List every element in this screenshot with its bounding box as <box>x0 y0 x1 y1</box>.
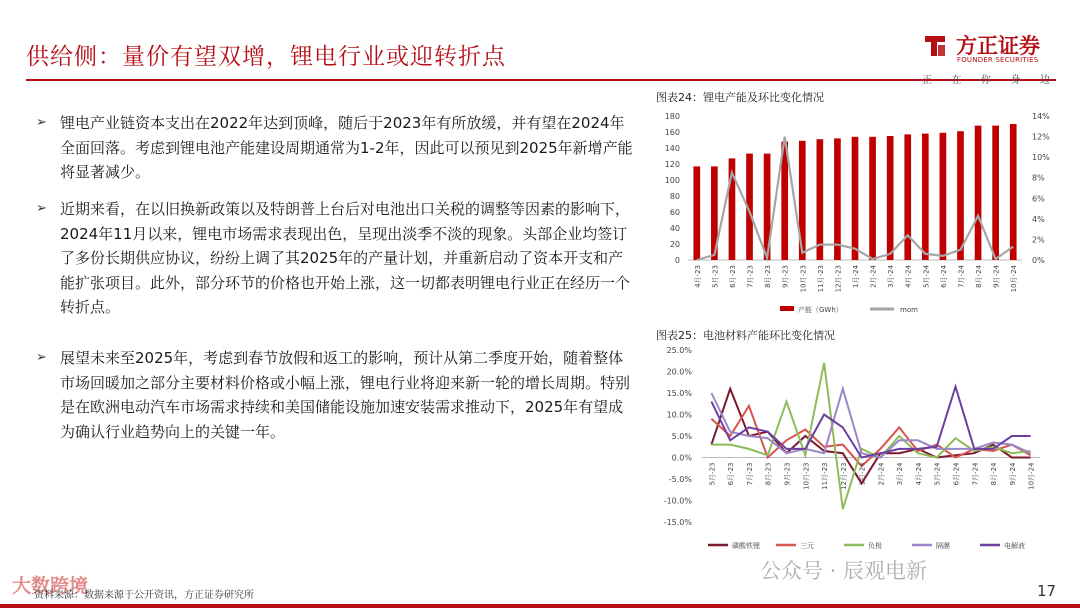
x-tick-label: 9月-24 <box>1008 462 1017 486</box>
arrow-bullet-icon: ➢ <box>36 201 47 216</box>
bullet-paragraph <box>36 197 638 320</box>
legend-label: 负极 <box>868 542 882 550</box>
bar <box>992 126 999 260</box>
y-tick-label: 40 <box>669 224 680 233</box>
y-tick-label: 15.0% <box>666 389 692 398</box>
y-tick-label: 180 <box>664 112 680 121</box>
y-tick-label: 20.0% <box>666 367 692 377</box>
arrow-bullet-icon: ➢ <box>36 115 47 130</box>
legend-label: 产能（GWh） <box>798 306 843 314</box>
x-tick-label: 6月-23 <box>728 265 737 288</box>
x-tick-label: 9月-23 <box>781 265 790 288</box>
y-right-tick-label: 14% <box>1032 112 1050 121</box>
x-tick-label: 5月-23 <box>708 462 717 486</box>
x-tick-label: 7月-24 <box>971 462 980 486</box>
bar <box>817 139 824 260</box>
source-note: 资料来源：数据来源于公开资讯，方正证券研究所 <box>34 590 254 601</box>
y-tick-label: -5.0% <box>668 475 692 484</box>
y-tick-label: 20 <box>669 240 680 249</box>
y-tick-label: 0 <box>674 256 680 265</box>
legend-label: 磷酸铁锂 <box>732 542 760 550</box>
x-tick-label: 10月-23 <box>799 265 808 293</box>
y-tick-label: 100 <box>664 176 680 185</box>
bar <box>693 166 700 260</box>
x-tick-label: 7月-23 <box>745 462 754 486</box>
x-tick-label: 5月-23 <box>711 265 720 288</box>
chart-title: 图表25：电池材料产能环比变化情况 <box>656 329 835 342</box>
series-line <box>711 389 1030 458</box>
bar <box>957 131 964 260</box>
bar <box>940 133 947 260</box>
bar <box>975 126 982 260</box>
x-tick-label: 6月-23 <box>727 462 736 486</box>
x-tick-label: 4月-24 <box>914 462 923 486</box>
x-tick-label: 8月-24 <box>990 462 999 486</box>
founder-logo <box>922 30 1057 86</box>
legend-label: 隔膜 <box>936 542 950 550</box>
x-tick-label: 1月-24 <box>858 462 867 486</box>
x-tick-label: 8月-23 <box>764 462 773 486</box>
bullet-text: 锂电产业链资本支出在2022年达到顶峰，随后于2023年有所放缓，并有望在2024年全面回落。考虑到锂电池产能建设周期通常为1-2年，因此可以预见到2025年新增产能将显著减少。 <box>60 114 633 181</box>
slogan-char: 在 <box>951 75 962 86</box>
y-tick-label: 60 <box>669 208 680 217</box>
x-tick-label: 9月-24 <box>992 265 1001 288</box>
y-tick-label: 25.0% <box>666 346 692 355</box>
legend-label: 三元 <box>800 542 814 550</box>
bullet-paragraph <box>36 346 638 444</box>
watermark-logo: 大数跨境 <box>12 575 89 597</box>
y-tick-label: -15.0% <box>663 518 692 527</box>
y-tick-label: 120 <box>664 160 680 169</box>
y-right-tick-label: 8% <box>1032 173 1045 183</box>
x-tick-label: 5月-24 <box>933 462 942 486</box>
x-tick-label: 7月-24 <box>957 265 966 288</box>
y-tick-label: 0.0% <box>671 453 692 463</box>
slogan-char: 你 <box>981 75 991 86</box>
x-tick-label: 12月-23 <box>839 462 848 490</box>
logo-name: 方正证券 <box>956 34 1040 58</box>
bar <box>1010 124 1017 260</box>
x-tick-label: 3月-24 <box>887 265 896 288</box>
y-tick-label: 160 <box>664 128 680 137</box>
x-tick-label: 8月-24 <box>975 265 984 288</box>
x-tick-label: 8月-23 <box>764 265 773 288</box>
logo-english-name: FOUNDER SECURITIES <box>957 56 1039 64</box>
y-tick-label: 80 <box>669 192 680 201</box>
title-divider <box>26 79 1056 81</box>
y-tick-label: 10.0% <box>666 410 692 420</box>
bottom-bar <box>0 604 1080 608</box>
bar <box>834 138 841 260</box>
watermark-text: 公众号 · 辰观电新 <box>760 559 928 583</box>
x-tick-label: 2月-24 <box>877 462 886 486</box>
y-right-tick-label: 6% <box>1032 194 1045 204</box>
bar <box>852 137 859 260</box>
y-right-tick-label: 12% <box>1032 132 1050 142</box>
y-tick-label: 5.0% <box>671 432 692 441</box>
bar <box>869 137 876 260</box>
x-tick-label: 10月-24 <box>1027 462 1036 490</box>
chart-title: 图表24：锂电产能及环比变化情况 <box>656 91 824 104</box>
slogan-char: 身 <box>1010 75 1021 86</box>
x-tick-label: 9月-23 <box>783 462 792 486</box>
bar <box>922 134 929 260</box>
page-title: 供给侧：量价有望双增，锂电行业或迎转折点 <box>26 44 506 70</box>
capacity-chart <box>650 104 1060 322</box>
materials-chart <box>650 342 1060 556</box>
bar <box>887 136 894 260</box>
x-tick-label: 2月-24 <box>869 265 878 288</box>
x-tick-label: 5月-24 <box>922 265 931 288</box>
bar <box>904 134 911 260</box>
y-right-tick-label: 4% <box>1032 214 1045 224</box>
legend-swatch-capacity <box>780 306 794 311</box>
arrow-bullet-icon: ➢ <box>36 350 47 365</box>
x-tick-label: 11月-23 <box>821 462 830 490</box>
y-right-tick-label: 2% <box>1032 235 1045 245</box>
x-tick-label: 4月-24 <box>904 265 913 288</box>
founder-logo-icon <box>922 33 948 59</box>
slogan-char: 正 <box>922 75 932 86</box>
x-tick-label: 11月-23 <box>816 265 825 293</box>
logo-slogan <box>922 71 1050 86</box>
x-tick-label: 10月-23 <box>802 462 811 490</box>
x-tick-label: 6月-24 <box>939 265 948 288</box>
y-tick-label: 140 <box>664 144 680 153</box>
x-tick-label: 10月-24 <box>1010 265 1019 293</box>
x-tick-label: 6月-24 <box>952 462 961 486</box>
x-tick-label: 12月-23 <box>834 265 843 293</box>
legend-label: mom <box>900 306 918 314</box>
x-tick-label: 3月-24 <box>896 462 905 486</box>
y-right-tick-label: 0% <box>1032 256 1045 265</box>
y-right-tick-label: 10% <box>1032 153 1050 163</box>
y-tick-label: -10.0% <box>663 496 692 506</box>
bullet-text: 展望未来至2025年，考虑到春节放假和返工的影响，预计从第二季度开始，随着整体市场回暖加之部分主要材料价格或小幅上涨，锂电行业将迎来新一轮的增长周期。特别是在欧洲电动汽车市场需求持续和美国储能设施加速安装需求推动下，2025年有望成为确认行业趋势向上的关键一年。 <box>60 349 631 441</box>
x-tick-label: 4月-23 <box>693 265 702 288</box>
page-number: 17 <box>1037 582 1057 600</box>
slogan-char: 边 <box>1040 75 1050 86</box>
bullet-text: 近期来看，在以旧换新政策以及特朗普上台后对电池出口关税的调整等因素的影响下，2024年11月以来，锂电市场需求表现出色，呈现出淡季不淡的现象。头部企业均签订了多份长期供应协议，纷纷上调了其2025年的产量计划，并重新启动了资本开支和产能扩张项目。此外，部分环节的价格也开始上涨，这一切都表明锂电行业正在经历一个转折点。 <box>60 200 631 316</box>
legend-label: 电解液 <box>1004 542 1025 550</box>
x-tick-label: 7月-23 <box>746 265 755 288</box>
bullet-paragraph <box>36 111 638 185</box>
x-tick-label: 1月-24 <box>852 265 860 288</box>
